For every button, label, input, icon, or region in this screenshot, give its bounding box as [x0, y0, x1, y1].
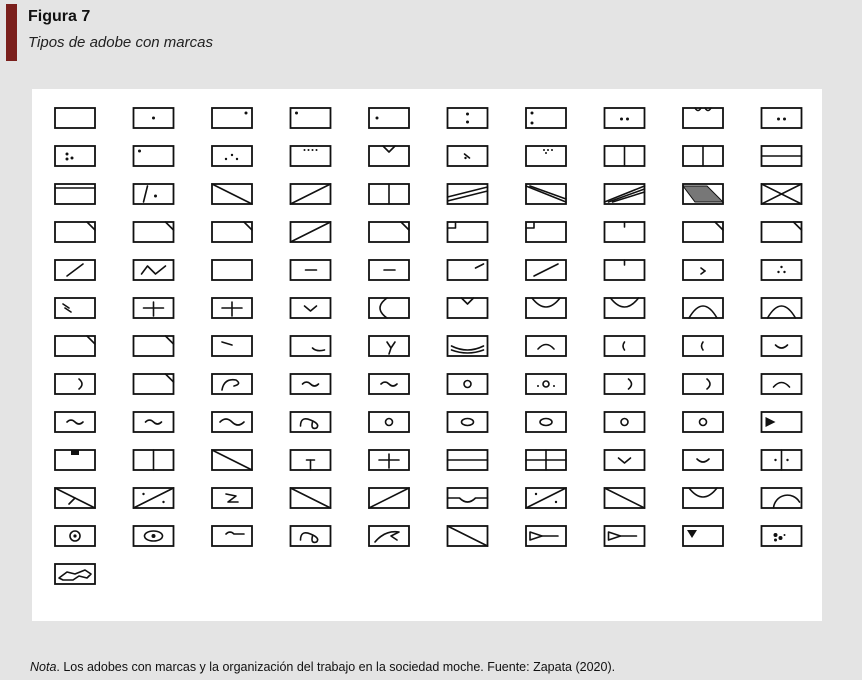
accent-bar	[6, 4, 17, 61]
adobe-brick-small-mark	[448, 146, 488, 166]
adobe-brick-small-arrow	[683, 260, 723, 280]
adobe-brick-arc-left	[369, 298, 409, 318]
adobe-brick-dot-corner-left	[291, 108, 331, 128]
adobe-brick-cross-mark	[212, 298, 252, 318]
adobe-brick-arc-up	[762, 374, 802, 394]
adobe-grid	[32, 89, 822, 621]
adobe-brick-corner-cut	[134, 222, 174, 242]
adobe-brick-loop	[291, 412, 331, 432]
adobe-brick-hook	[212, 526, 252, 546]
adobe-brick-diagonal	[291, 488, 331, 508]
adobe-brick-v-mark	[605, 450, 645, 470]
adobe-brick-diagonal-rev	[291, 222, 331, 242]
note-label: Nota	[30, 660, 57, 674]
adobe-brick-bottom-arc	[683, 488, 723, 508]
adobe-brick-corner-cut	[212, 222, 252, 242]
adobe-brick-top-notches	[683, 108, 723, 128]
adobe-brick-y-mark	[369, 336, 409, 356]
adobe-brick-diagonal-rev	[369, 488, 409, 508]
adobe-brick-shaded-diagonal	[683, 184, 723, 204]
adobe-brick-top-line	[55, 184, 95, 204]
adobe-brick-diagonal-x	[55, 488, 95, 508]
adobe-brick-dot-left	[369, 108, 409, 128]
adobe-brick-diagonal	[212, 450, 252, 470]
adobe-brick-short-slash	[55, 260, 95, 280]
adobe-brick-top-notch	[448, 298, 488, 318]
adobe-brick-dot-corner-left	[134, 146, 174, 166]
adobe-brick-circle-dot	[55, 526, 95, 546]
adobe-brick-paren-right	[55, 374, 95, 394]
adobe-brick-triangle-dots	[762, 260, 802, 280]
adobe-brick-vertical-split	[683, 146, 723, 166]
adobe-brick-top-tick	[605, 260, 645, 280]
adobe-brick-diagonal-rev	[291, 184, 331, 204]
adobe-brick-corner-slash	[448, 260, 488, 280]
adobe-brick-corner-cut	[683, 222, 723, 242]
adobe-brick-bottom-arc	[526, 298, 566, 318]
adobe-brick-long-slash	[526, 260, 566, 280]
adobe-brick-corner-cut	[55, 222, 95, 242]
adobe-brick-dots-left-vertical	[526, 108, 566, 128]
adobe-brick-corner-cut	[134, 336, 174, 356]
figure-number: Figura 7	[28, 8, 91, 25]
adobe-brick-paren-left	[683, 336, 723, 356]
adobe-brick-double-arc	[448, 336, 488, 356]
adobe-brick-small-circle	[369, 412, 409, 432]
adobe-brick-v-mark	[291, 298, 331, 318]
adobe-brick-key-mark	[605, 526, 645, 546]
adobe-brick-triangle-mark	[683, 526, 723, 546]
adobe-brick-cross	[762, 184, 802, 204]
adobe-brick-diagonal	[605, 488, 645, 508]
adobe-brick-diagonal-dots	[526, 488, 566, 508]
adobe-brick-eye	[134, 526, 174, 546]
adobe-brick-dots-circle	[526, 374, 566, 394]
adobe-brick-corner-notch	[526, 222, 566, 242]
adobe-brick-top-tick	[605, 222, 645, 242]
adobe-brick-animal-mark	[55, 564, 95, 584]
adobe-brick-corner-cut	[762, 222, 802, 242]
adobe-brick-diagonal-dots	[134, 488, 174, 508]
adobe-brick-loop	[291, 526, 331, 546]
adobe-brick-dots-scatter	[212, 146, 252, 166]
adobe-brick-two-dots-vertical	[448, 108, 488, 128]
adobe-brick-plain	[55, 108, 95, 128]
adobe-brick-top-dots-right	[526, 146, 566, 166]
adobe-brick-hatched-diagonal	[605, 184, 645, 204]
adobe-brick-vertical-split	[134, 450, 174, 470]
adobe-brick-wave-short	[291, 374, 331, 394]
adobe-brick-top-arc	[683, 298, 723, 318]
adobe-brick-tilde	[134, 412, 174, 432]
adobe-marks-figure	[32, 89, 822, 621]
adobe-brick-corner-notch	[448, 222, 488, 242]
adobe-brick-wave	[212, 412, 252, 432]
adobe-brick-smile	[683, 450, 723, 470]
adobe-brick-dots-cluster	[762, 526, 802, 546]
adobe-brick-horizontal-split	[762, 146, 802, 166]
adobe-brick-cross-mark	[134, 298, 174, 318]
adobe-brick-quarter-circle	[762, 488, 802, 508]
adobe-brick-squiggle	[212, 488, 252, 508]
adobe-brick-hook-bottom	[291, 336, 331, 356]
adobe-brick-small-circle	[683, 412, 723, 432]
adobe-brick-key-mark	[526, 526, 566, 546]
adobe-brick-dot-center	[134, 108, 174, 128]
adobe-brick-small-circle	[605, 412, 645, 432]
adobe-brick-corner-cut	[134, 374, 174, 394]
adobe-brick-diagonal-thick	[526, 184, 566, 204]
adobe-brick-double-diagonal	[448, 184, 488, 204]
adobe-brick-paren-left	[605, 336, 645, 356]
figure-note	[30, 660, 615, 674]
adobe-brick-bird-mark	[369, 526, 409, 546]
adobe-brick-wave-short	[369, 374, 409, 394]
adobe-brick-diagonal	[212, 184, 252, 204]
adobe-brick-bottom-arc	[605, 298, 645, 318]
adobe-brick-corner-cut	[55, 336, 95, 356]
adobe-brick-bump-line	[448, 488, 488, 508]
figure-caption: Tipos de adobe con marcas	[28, 34, 213, 51]
adobe-brick-vertical-split	[369, 184, 409, 204]
adobe-brick-vertical-split	[605, 146, 645, 166]
adobe-brick-three-dots	[55, 146, 95, 166]
adobe-brick-oval	[526, 412, 566, 432]
adobe-brick-short-dash	[291, 260, 331, 280]
adobe-brick-top-dots	[291, 146, 331, 166]
adobe-brick-swirl	[212, 374, 252, 394]
adobe-brick-diagonal	[448, 526, 488, 546]
adobe-brick-horizontal-split	[448, 450, 488, 470]
adobe-brick-double-tick	[55, 298, 95, 318]
adobe-brick-oval	[448, 412, 488, 432]
adobe-brick-dot-corner	[212, 108, 252, 128]
adobe-brick-slash-dot	[134, 184, 174, 204]
adobe-brick-top-notch	[369, 146, 409, 166]
adobe-brick-grid-split	[526, 450, 566, 470]
adobe-brick-corner-cut	[369, 222, 409, 242]
adobe-brick-tilde	[55, 412, 95, 432]
adobe-brick-top-arc	[762, 298, 802, 318]
adobe-brick-tick-left	[212, 336, 252, 356]
adobe-brick-smile	[762, 336, 802, 356]
adobe-brick-paren-right	[605, 374, 645, 394]
adobe-brick-arrow-left	[762, 412, 802, 432]
adobe-brick-short-dash	[369, 260, 409, 280]
adobe-brick-plain	[212, 260, 252, 280]
adobe-brick-cross-mark	[369, 450, 409, 470]
adobe-brick-top-tab	[55, 450, 95, 470]
adobe-brick-two-dots	[762, 108, 802, 128]
adobe-brick-cross-split	[762, 450, 802, 470]
note-text: . Los adobes con marcas y la organización del trabajo en la sociedad moche. Fuente: Zapata (2020).	[56, 660, 616, 674]
adobe-brick-arc-up	[526, 336, 566, 356]
adobe-brick-zigzag	[134, 260, 174, 280]
adobe-brick-vertical-tick	[291, 450, 331, 470]
adobe-brick-paren-right	[683, 374, 723, 394]
adobe-brick-two-dots	[605, 108, 645, 128]
adobe-brick-small-circle	[448, 374, 488, 394]
